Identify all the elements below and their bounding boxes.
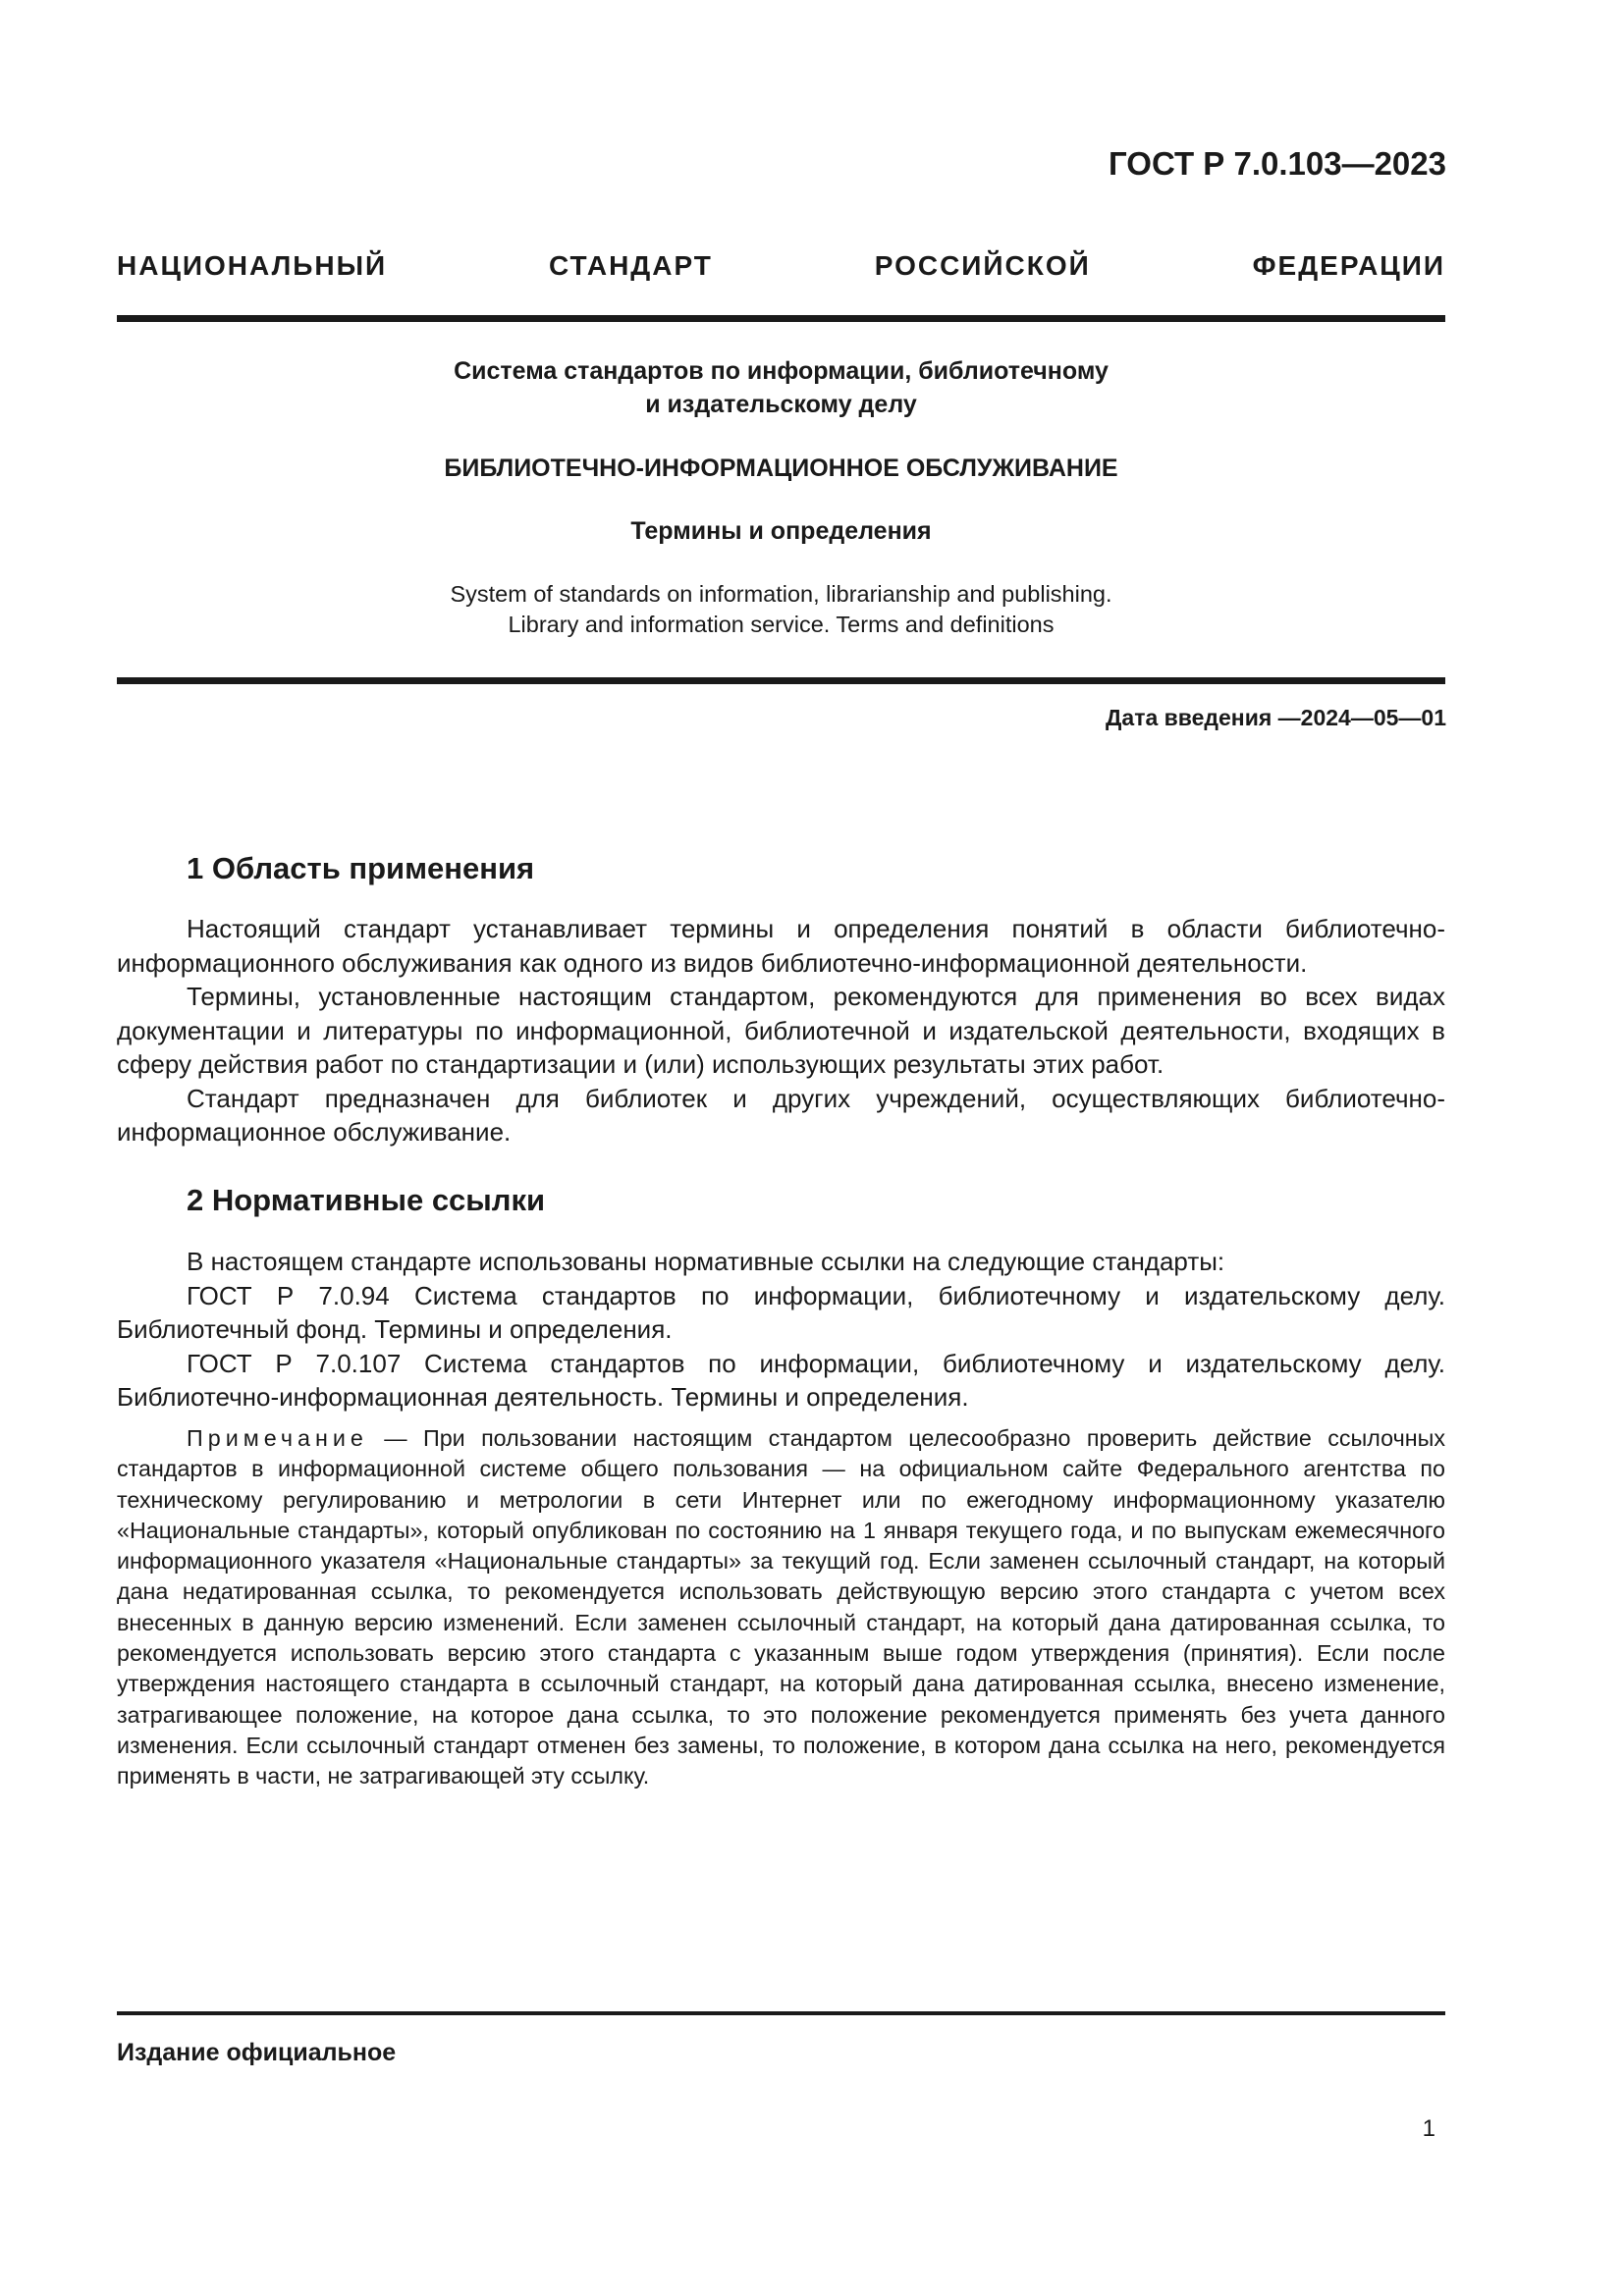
note-text: — При пользовании настоящим стандартом целесообразно проверить действие ссылочных стандартов в информационной системе общего пользования — на официальном сайте Федерального агентства по техническому регулированию и метрологии в сети Интернет или по ежегодному информационному указателю «Национальные стандарты», который опубликован по состоянию на 1 января текущего года, и по выпускам ежемесячного информационного указателя «Национальные стандарты» за текущий год. Если заменен ссылочный стандарт, на который дана недатированная ссылка, то рекомендуется использовать действующую версию этого стандарта с учетом всех внесенных в данную версию изменений. Если заменен ссылочный стандарт, на который дана датированная ссылка, то рекомендуется использовать версию этого стандарта с указанным выше годом утверждения (принятия). Если после утверждения настоящего стандарта в ссылочный стандарт, на который дана датированная ссылка, внесено изменение, затрагивающее положение, на которое дана ссылка, то это положение рекомендуется применять без учета данного изменения. Если ссылочный стандарт отменен без замены, то положение, в котором дана ссылка на него, рекомендуется применять в части, не затрагивающей эту ссылку.	[117, 1425, 1445, 1789]
series-line-2: и издательскому делу	[645, 391, 917, 418]
section-1-body	[117, 912, 1445, 1149]
main-title: БИБЛИОТЕЧНО-ИНФОРМАЦИОННОЕ ОБСЛУЖИВАНИЕ	[444, 454, 1118, 482]
subtitle: Термины и определения	[630, 517, 932, 545]
paragraph: Настоящий стандарт устанавливает термины и определения понятий в области библиотечно-информационного обслуживания как одного из видов библиотечно-информационной деятельности.	[117, 914, 1445, 978]
english-title	[117, 579, 1445, 640]
top-rule	[117, 315, 1445, 322]
bottom-rule	[117, 2011, 1445, 2015]
paragraph: ГОСТ Р 7.0.94 Система стандартов по информации, библиотечному и издательскому делу. Библиотечный фонд. Термины и определения.	[117, 1280, 1445, 1344]
paragraph: Стандарт предназначен для библиотек и других учреждений, осуществляющих библиотечно-информационное обслуживание.	[117, 1083, 1445, 1147]
note-label: Примечание	[187, 1425, 368, 1451]
standards-series-title	[117, 354, 1445, 421]
section-2-heading: 2 Нормативные ссылки	[187, 1183, 546, 1217]
paragraph: ГОСТ Р 7.0.107 Система стандартов по информации, библиотечному и издательскому делу. Библиотечно-информационная деятельность. Термины и определения.	[117, 1348, 1445, 1412]
page-number: 1	[1422, 2115, 1435, 2142]
english-title-line-2: Library and information service. Terms and definitions	[508, 612, 1055, 637]
introduction-date: Дата введения —2024—05—01	[1106, 705, 1446, 730]
english-title-line-1: System of standards on information, librarianship and publishing.	[450, 581, 1112, 607]
section-1-heading: 1 Область применения	[187, 851, 535, 885]
section-2-body	[117, 1245, 1445, 1415]
edition-label: Издание официальное	[117, 2039, 397, 2066]
national-standard-banner: НАЦИОНАЛЬНЫЙ СТАНДАРТ РОССИЙСКОЙ ФЕДЕРАЦИИ	[117, 250, 1445, 281]
middle-rule	[117, 677, 1445, 684]
note	[117, 1423, 1445, 1792]
paragraph: Термины, установленные настоящим стандартом, рекомендуются для применения во всех видах документации и литературы по информационной, библиотечной и издательской деятельности, входящих в сферу действия работ по стандартизации и (или) использующих результаты этих работ.	[117, 982, 1445, 1079]
paragraph: В настоящем стандарте использованы нормативные ссылки на следующие стандарты:	[187, 1247, 1225, 1276]
series-line-1: Система стандартов по информации, библиотечному	[454, 357, 1109, 385]
document-code: ГОСТ Р 7.0.103—2023	[1109, 145, 1446, 182]
